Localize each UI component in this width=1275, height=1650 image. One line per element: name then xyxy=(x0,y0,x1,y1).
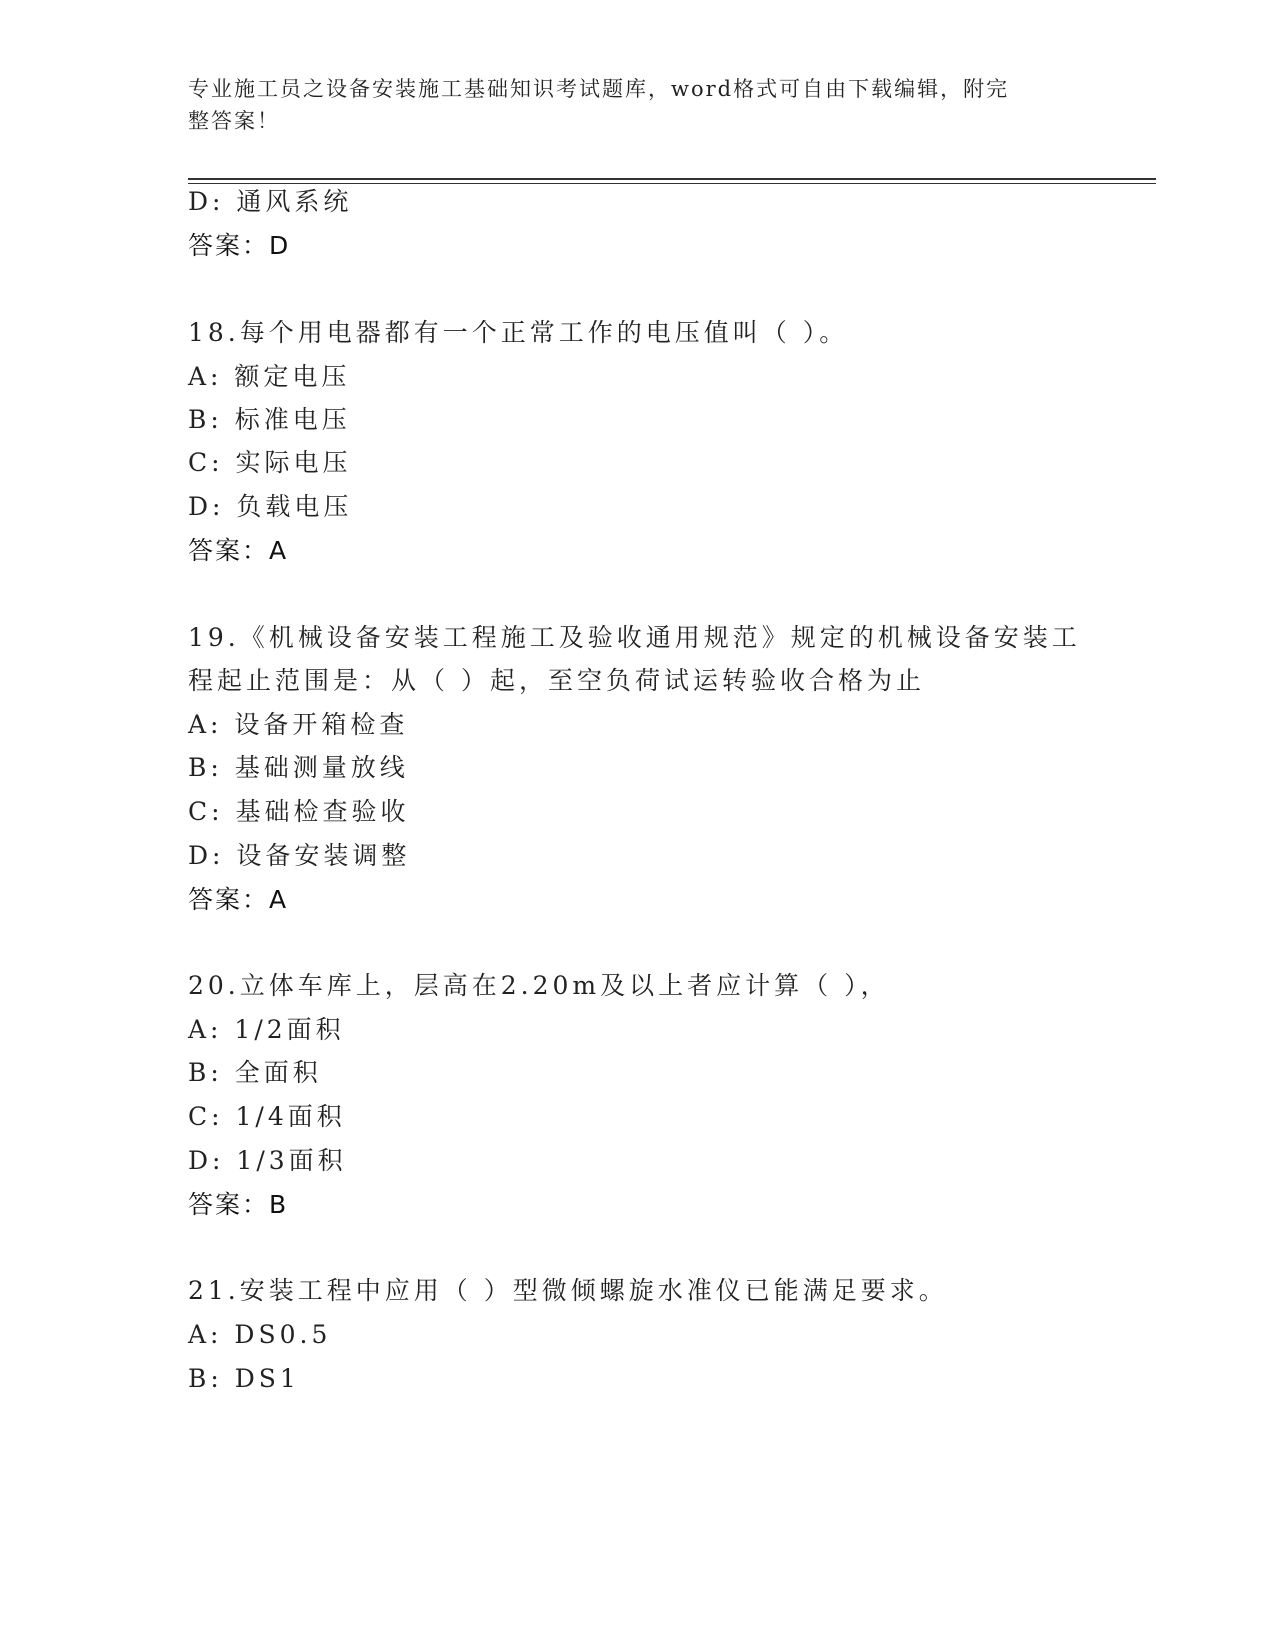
q19-option-b: B: 基础测量放线 xyxy=(188,753,409,782)
q19-answer: 答案：A xyxy=(188,885,289,914)
q19-option-a: A: 设备开箱检查 xyxy=(188,710,409,739)
q20-option-a: A: 1/2面积 xyxy=(188,1015,345,1044)
q21-option-b: B: DS1 xyxy=(188,1364,300,1393)
q18-option-a: A: 额定电压 xyxy=(188,362,351,391)
header-divider-thick xyxy=(188,178,1156,180)
q20-option-d: D: 1/3面积 xyxy=(188,1146,347,1175)
header-divider-thin xyxy=(188,183,1156,184)
document-header xyxy=(188,73,1088,137)
q18-stem: 18.每个用电器都有一个正常工作的电压值叫（ ）。 xyxy=(188,318,849,347)
q20-option-c: C: 1/4面积 xyxy=(188,1102,346,1131)
header-line-2: 整答案！ xyxy=(188,109,280,133)
q18-option-c: C: 实际电压 xyxy=(188,448,352,477)
q20-stem: 20.立体车库上，层高在2.20m及以上者应计算（ ）， xyxy=(188,971,890,1000)
q19-option-c: C: 基础检查验收 xyxy=(188,797,410,826)
q21-stem: 21.安装工程中应用（ ）型微倾螺旋水准仪已能满足要求。 xyxy=(188,1276,948,1305)
q18-option-b: B: 标准电压 xyxy=(188,405,351,434)
q19-stem-line-2: 程起止范围是：从（ ）起，至空负荷试运转验收合格为止 xyxy=(188,666,925,695)
q17-answer: 答案：D xyxy=(188,231,291,260)
q19-stem-line-1: 19.《机械设备安装工程施工及验收通用规范》规定的机械设备安装工 xyxy=(188,623,1081,652)
q17-option-d: D: 通风系统 xyxy=(188,187,353,216)
q21-option-a: A: DS0.5 xyxy=(188,1320,332,1349)
q19-option-d: D: 设备安装调整 xyxy=(188,841,411,870)
q20-answer: 答案：B xyxy=(188,1190,289,1219)
q18-option-d: D: 负载电压 xyxy=(188,492,353,521)
q18-answer: 答案：A xyxy=(188,536,289,565)
q20-option-b: B: 全面积 xyxy=(188,1058,322,1087)
header-line-1: 专业施工员之设备安装施工基础知识考试题库，word格式可自由下载编辑，附完 xyxy=(188,77,1010,101)
